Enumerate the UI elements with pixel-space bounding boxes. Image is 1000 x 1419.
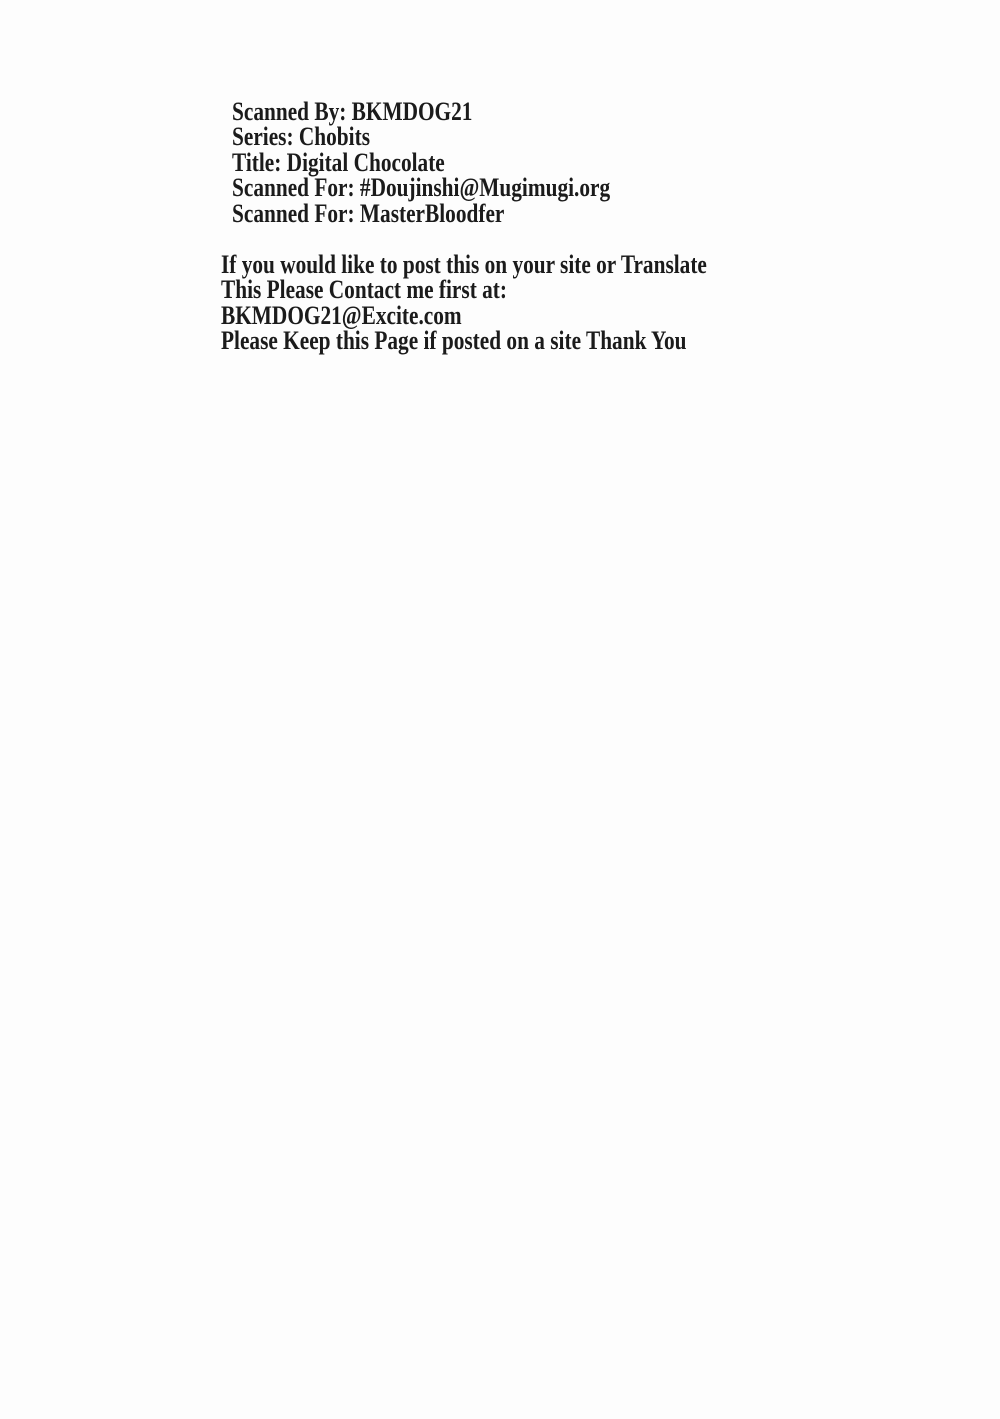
credits-line-title: Title: Digital Chocolate: [232, 147, 445, 177]
credits-line-scanned-for-1: Scanned For: #Doujinshi@Mugimugi.org: [232, 173, 611, 203]
credits-line-series: Series: Chobits: [232, 122, 370, 152]
credits-line-scanned-by: Scanned By: BKMDOG21: [232, 97, 473, 126]
credits-line-scanned-for-2: Scanned For: MasterBloodfer: [232, 198, 505, 228]
credits-block: [232, 99, 610, 226]
notice-line-email: BKMDOG21@Excite.com: [221, 300, 462, 330]
notice-line-2: This Please Contact me first at:: [221, 275, 507, 305]
notice-line-3: Please Keep this Page if posted on a site Thank You: [221, 326, 687, 356]
notice-block: [221, 252, 707, 354]
notice-line-1: If you would like to post this on your site or Translate: [221, 250, 707, 279]
